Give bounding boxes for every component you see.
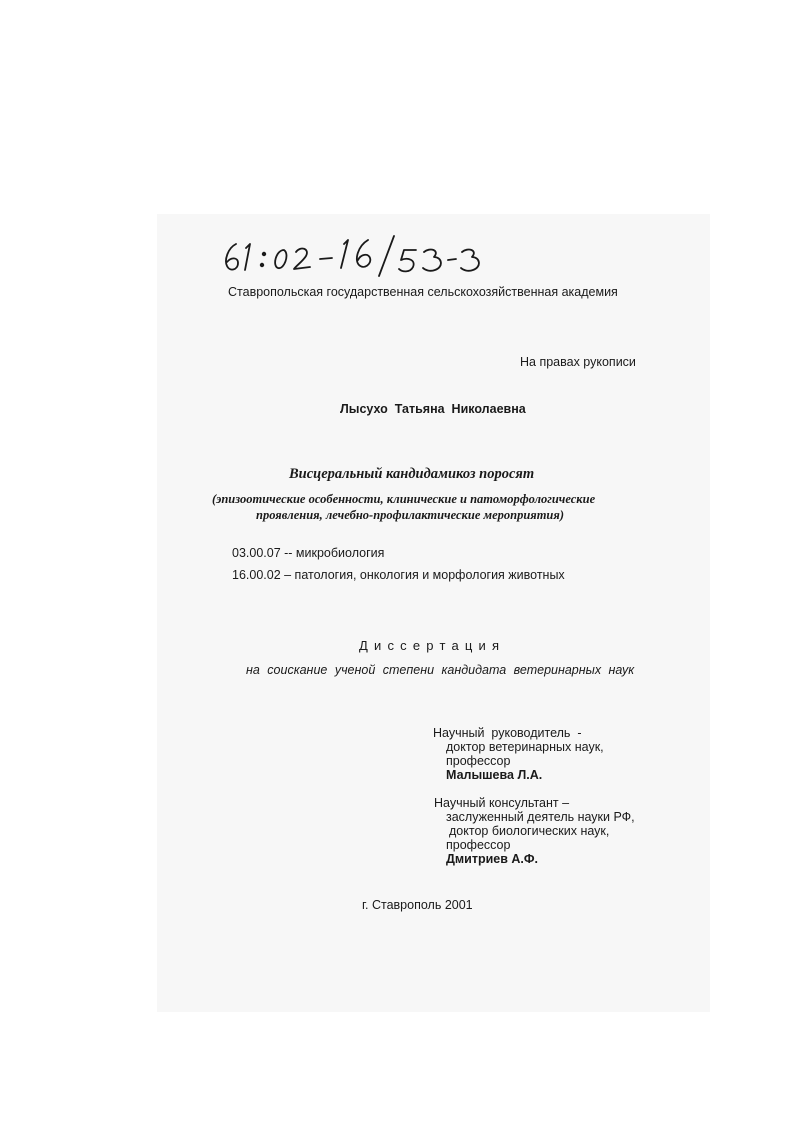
handwritten-archive-number — [222, 232, 482, 280]
dissertation-title: Висцеральный кандидамикоз поросят — [289, 466, 535, 482]
institution-name: Ставропольская государственная сельскохозяйственная академия — [228, 285, 618, 299]
consultant-honor: заслуженный деятель науки РФ, — [446, 810, 635, 824]
handwritten-archive-number-drawing — [222, 232, 482, 280]
supervisor-degree: доктор ветеринарных наук, — [446, 740, 604, 754]
manuscript-rights-note: На правах рукописи — [520, 355, 636, 369]
specialty-code-1: 03.00.07 -- микробиология — [232, 546, 385, 560]
author-name: Лысухо Татьяна Николаевна — [340, 402, 526, 416]
work-type-label: Диссертация — [359, 638, 506, 653]
place-and-year: г. Ставрополь 2001 — [362, 898, 473, 912]
consultant-role: Научный консультант – — [434, 796, 570, 810]
consultant-degree: доктор биологических наук, — [449, 824, 610, 838]
dissertation-subtitle-line-2: проявления, лечебно-профилактические мероприятия) — [256, 508, 564, 522]
scanned-page-area — [157, 214, 710, 1012]
consultant-title: профессор — [446, 838, 511, 852]
degree-statement: на соискание ученой степени кандидата ветеринарных наук — [246, 663, 635, 677]
supervisor-title: профессор — [446, 754, 511, 768]
supervisor-role: Научный руководитель - — [433, 726, 582, 740]
dissertation-subtitle-line-1: (эпизоотические особенности, клинические и патоморфологические — [212, 492, 596, 506]
consultant-name: Дмитриев А.Ф. — [446, 852, 539, 866]
specialty-code-2: 16.00.02 – патология, онкология и морфология животных — [232, 568, 565, 582]
supervisor-name: Малышева Л.А. — [446, 768, 543, 782]
